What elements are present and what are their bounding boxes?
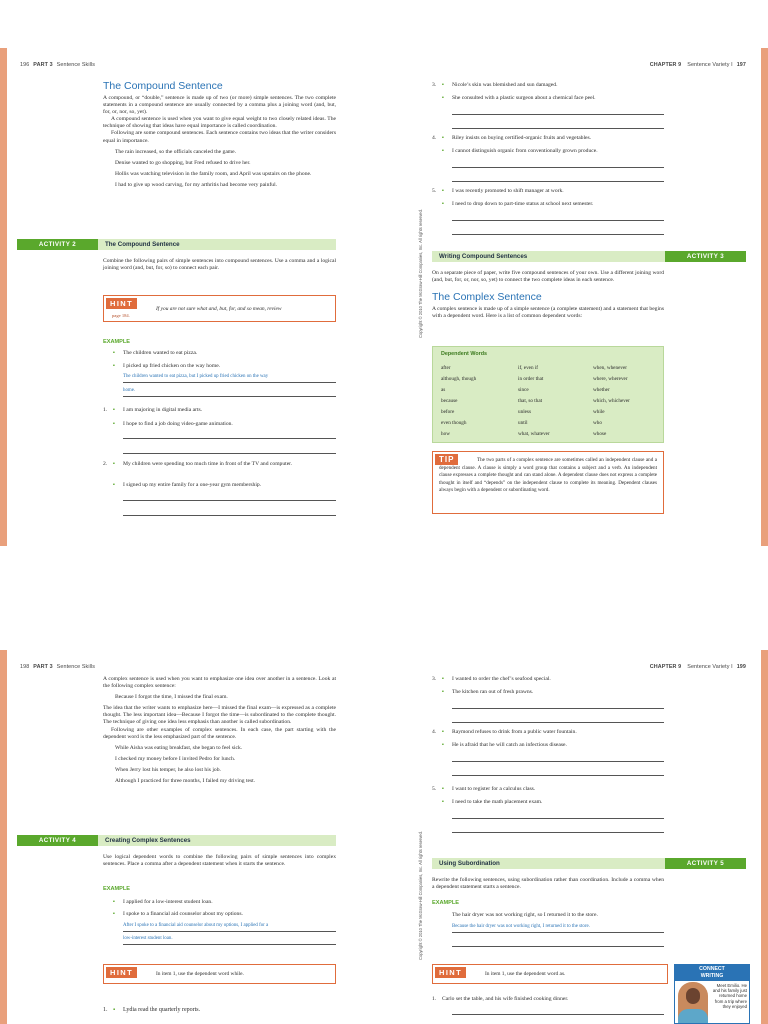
exercise-item-1 [103,1007,336,1014]
chapter-label: CHAPTER 9 [649,62,682,68]
item-text: I need to take the math placement exam. [452,799,543,805]
paragraph: A compound sentence is used when you want to give equal weight to two closely related ideas. The technique of showing that ideas have equal importance is called coordination. [103,116,336,130]
item-number: 2. [103,461,108,467]
answer-line[interactable] [452,818,664,819]
activity-2-bar [17,239,336,250]
instructions: Combine the following pairs of simple sentences into compound sentences. Use a comma and a logical joining word (and, but, for, so) to connect each pair. [103,258,336,272]
item-text: She consulted with a plastic surgeon about a chemical face peel. [452,95,596,101]
example-label: EXAMPLE [103,886,131,892]
answer-line [123,931,336,932]
exercise-item-2b [103,482,336,489]
activity-tag: ACTIVITY 2 [17,239,98,250]
bullet-icon: ▪ [113,350,115,356]
dependent-word: unless [518,409,531,415]
hint-box [432,964,668,984]
item-text: I hope to find a job doing video-game animation. [123,421,233,427]
hint-badge: HINT [106,967,137,978]
activity-5-bar [432,858,746,869]
gutter-copyright: Copyright © 2010 The McGraw-Hill Companies, Inc. All rights reserved. [418,831,423,960]
activity-2-instructions [103,258,336,272]
item-text: I signed up my entire family for a one-year gym membership. [123,482,262,488]
spread-pages-198-199 [0,650,768,1024]
bullet-icon: ▪ [442,786,444,792]
dependent-word: because [441,398,458,404]
example-sentence: Denise wanted to go shopping, but Fred refused to drive her. [115,159,251,166]
example-sentence: Hollis was watching television in the family room, and April was upstairs on the phone. [115,170,312,177]
instructions: Rewrite the following sentences, using subordination rather than coordination. Include a comma when a dependent statement starts a sentence. [432,877,664,891]
activity-tag: ACTIVITY 3 [665,251,746,262]
hint-badge: HINT [106,298,137,309]
example-sentence: Because I forgot the time, I missed the final exam. [115,694,228,701]
item-text: I cannot distinguish organic from conventionally grown produce. [452,148,598,154]
running-header [650,62,750,68]
item-text: I picked up fried chicken on the way home. [123,363,221,369]
bullet-icon: ▪ [113,421,115,427]
exercise-item-5b [432,799,664,806]
example-answer: Because the hair dryer was not working right, I returned it to the store. [452,924,590,929]
answer-line[interactable] [452,775,664,776]
running-header [20,62,95,68]
student-photo [678,982,708,1024]
paragraph: A compound, or “double,” sentence is made up of two (or more) simple sentences. The two complete statements in a compound sentence are usually connected by a comma plus a joining word (and, but, for, or, nor, so, yet). [103,95,336,116]
answer-line[interactable] [452,832,664,833]
chapter-label: CHAPTER 9 [649,664,682,670]
answer-line[interactable] [452,708,664,709]
bullet-icon: ▪ [442,729,444,735]
exercise-item-4b [432,742,664,749]
item-text: He is afraid that he will catch an infectious disease. [452,742,567,748]
activity-3-bar [432,251,746,262]
item-number: 5. [432,786,437,792]
activity-tag: ACTIVITY 4 [17,835,98,846]
hint-text: In item 1, use the dependent word as. [485,971,566,977]
spread-pages-196-197 [0,48,768,546]
dependent-word: before [441,409,455,415]
example-sentence: While Aisha was eating breakfast, she began to feel sick. [115,744,243,751]
dependent-word: in order that [518,376,544,382]
bullet-icon: ▪ [113,363,115,369]
bullet-icon: ▪ [442,148,444,154]
bullet-icon: ▪ [113,899,115,905]
exercise-item-5 [432,188,664,195]
item-text: The kitchen ran out of fresh prawns. [452,689,534,695]
exercise-item-3b [432,95,664,102]
dependent-word: as [441,387,446,393]
dependent-word: where, wherever [593,376,628,382]
paragraph: A complex sentence is used when you want to emphasize one idea over another in a sentence. Look at the following complex sentence: [103,676,336,690]
hint-text: If you are not sure what and, but, for, and so mean, review [156,305,282,312]
activity-tag: ACTIVITY 5 [665,858,746,869]
exercise-item-3b [432,689,664,696]
bullet-icon: ▪ [113,482,115,488]
dependent-word: that, so that [518,398,543,404]
answer-line [123,396,336,397]
activity-title: Writing Compound Sentences [432,251,665,262]
page-number: 196 [20,62,30,68]
dependent-word: until [518,420,528,426]
dependent-word: while [593,409,605,415]
part-title: Sentence Skills [56,664,96,670]
exercise-item-4 [432,729,664,736]
example-answer: low-interest student loan. [123,936,173,941]
exercise-item-5b [432,201,664,208]
example-answer: After I spoke to a financial aid counselor about my options, I applied for a [123,923,269,928]
spread-gap [0,546,768,650]
exercise-item-3 [432,82,664,89]
item-text: Raymond refuses to drink from a public water fountain. [452,729,577,735]
chapter-title: Sentence Variety I [687,664,733,670]
bullet-icon: ▪ [442,799,444,805]
exercise-item-3 [432,676,664,683]
part-label: PART 3 [33,62,53,68]
activity-3-instructions [432,270,664,320]
page-number: 198 [20,664,30,670]
answer-line[interactable] [123,453,336,454]
exercise-item-5 [432,786,664,793]
answer-line[interactable] [452,234,664,235]
item-number: 1. [432,996,437,1002]
answer-line[interactable] [123,500,336,501]
example-answer: home. [123,388,136,393]
dependent-word: which, whichever [593,398,630,404]
example-item [103,911,336,918]
answer-line[interactable] [452,114,664,115]
connect-label: WRITING [700,973,724,979]
bullet-icon: ▪ [442,689,444,695]
exercise-item-1b [103,421,336,428]
item-text: The hair dryer was not working right, so I returned it to the store. [452,912,598,918]
page-196 [0,48,384,546]
chapter-title: Sentence Variety I [687,62,733,68]
exercise-item-2 [103,461,336,468]
answer-line[interactable] [452,761,664,762]
connect-caption [675,965,749,981]
running-header [20,664,95,670]
example-label: EXAMPLE [432,900,460,906]
bullet-icon: ▪ [442,188,444,194]
hint-page-ref: page 184. [112,313,130,318]
dependent-word: who [593,420,602,426]
item-number: 5. [432,188,437,194]
bullet-icon: ▪ [442,82,444,88]
answer-line[interactable] [452,128,664,129]
example-sentence: I checked my money before I invited Pedro for lunch. [115,755,236,762]
activity-4-bar [17,835,336,846]
bullet-icon: ▪ [113,1007,116,1013]
item-text: Carlo set the table, and his wife finished cooking dinner. [442,996,569,1002]
activity-5-instructions [432,877,664,891]
activity-title: The Compound Sentence [98,239,336,250]
bullet-icon: ▪ [113,461,115,467]
paragraph: Following are other examples of complex sentences. In each case, the part starting with the dependent word is the less emphasized part of the sentence. [103,726,336,740]
dependent-word: when, whenever [593,365,627,371]
item-text: I want to register for a calculus class. [452,786,536,792]
dependent-words-box [432,346,664,443]
tip-text: The two parts of a complex sentence are sometimes called an independent clause and a dependent clause. A clause is simply a word group that contains a subject and a verb. An independent clause expresses a complete thought and can stand alone. A dependent clause does not express a complete thought in itself and “depends” on the independent clause to complete its meaning. Dependent clauses always begin with a dependent or subordinating word. [439,457,657,494]
exercise-item-4 [432,135,664,142]
answer-line[interactable] [452,167,664,168]
compound-section [103,80,336,189]
item-number: 4. [432,729,437,735]
connect-label: CONNECT [699,966,725,972]
item-text: I need to drop down to part-time status at school next semester. [452,201,594,207]
bullet-icon: ▪ [113,407,115,413]
tip-box [432,451,664,514]
dependent-word: although, though [441,376,477,382]
exercise-item-1 [103,407,336,414]
item-text: My children were spending too much time in front of the TV and computer. [123,461,293,467]
paragraph: Following are some compound sentences. Each sentence contains two ideas that the writer considers equal in importance. [103,130,336,144]
bullet-icon: ▪ [442,201,444,207]
dependent-word: since [518,387,529,393]
item-number: 4. [432,135,437,141]
connect-writing-box[interactable] [674,964,750,1024]
item-text: The children wanted to eat pizza. [123,350,198,356]
example-sentence: Although I practiced for three months, I failed my driving test. [115,778,256,785]
answer-line[interactable] [452,722,664,723]
answer-line[interactable] [123,515,336,516]
running-header [650,664,750,670]
example-sentence: I had to give up wood carving, for my arthritis had become very painful. [115,181,278,188]
page-197 [384,48,768,546]
section-heading: The Compound Sentence [103,80,223,92]
dependent-word: even though [441,420,467,426]
activity-4-instructions [103,854,336,868]
answer-line[interactable] [123,438,336,439]
dependent-word: after [441,365,451,371]
dependent-word: whether [593,387,610,393]
bullet-icon: ▪ [442,676,444,682]
shirt [678,1009,708,1024]
dependent-word: what, whatever [518,431,550,437]
bullet-icon: ▪ [442,135,444,141]
dependent-word: how [441,431,450,437]
exercise-item-4b [432,148,664,155]
hint-box [103,964,336,984]
box-heading: Dependent Words [441,351,488,357]
item-text: Riley insists on buying certified-organic fruits and vegetables. [452,135,592,141]
complex-continued [103,676,336,785]
activity-title: Using Subordination [432,858,665,869]
item-text: I applied for a low-interest student loan. [123,899,213,905]
example-answer: The children wanted to eat pizza, but I picked up fried chicken on the way [123,374,269,379]
page-number: 199 [736,664,746,670]
answer-line[interactable] [452,181,664,182]
item-number: 1. [103,1007,108,1013]
gutter-copyright: Copyright © 2010 The McGraw-Hill Companies, Inc. All rights reserved. [418,209,423,338]
item-number: 1. [103,407,108,413]
example-item [103,363,336,370]
example-item [103,350,336,357]
example-sentence: The rain increased, so the officials canceled the game. [115,148,237,155]
paragraph: The idea that the writer wants to emphasize here—I missed the final exam—is expressed as a complete thought. The less important idea—Because I forgot the time—is subordinated to the complete thought. The technique of giving one idea less emphasis than another is called subordination. [103,705,336,726]
example-label: EXAMPLE [103,339,131,345]
page-198 [0,650,384,1024]
exercise-item-1 [432,996,664,1003]
tip-badge: TIP [435,454,458,465]
connect-text: Meet Emilio. He and his family just returned home from a trip where they enjoyed [712,983,747,1009]
answer-line [123,382,336,383]
dependent-word: whose [593,431,607,437]
hint-box [103,295,336,322]
paragraph: A complex sentence is made up of a simple sentence (a complete statement) and a statement that begins with a dependent word. Here is a list of common dependent words: [432,306,664,320]
item-number: 3. [432,82,437,88]
answer-line [452,946,664,947]
answer-line[interactable] [452,220,664,221]
part-title: Sentence Skills [56,62,96,68]
instructions: Use logical dependent words to combine the following pairs of simple sentences into complex sentences. Place a comma after a dependent statement when it starts the sentence. [103,854,336,868]
bullet-icon: ▪ [442,742,444,748]
dependent-word: if, even if [518,365,539,371]
item-text: I wanted to order the chef’s seafood special. [452,676,551,682]
page-number: 197 [736,62,746,68]
answer-line [123,944,336,945]
item-text: Nicole’s skin was blemished and sun damaged. [452,82,558,88]
activity-title: Creating Complex Sentences [98,835,336,846]
item-text: I am majoring in digital media arts. [123,407,203,413]
bullet-icon: ▪ [442,95,444,101]
section-heading: The Complex Sentence [432,291,542,304]
item-number: 3. [432,676,437,682]
bullet-icon: ▪ [113,911,115,917]
answer-line[interactable] [452,1014,664,1015]
hint-badge: HINT [435,967,466,978]
item-text: Lydia read the quarterly reports. [123,1007,201,1013]
part-label: PART 3 [33,664,53,670]
item-text: I spoke to a financial aid counselor about my options. [123,911,243,917]
answer-line [452,932,664,933]
instructions: On a separate piece of paper, write five compound sentences of your own. Use a different joining word (and, but, for, or, nor, so, yet) to connect the two complete ideas in each sentence. [432,270,664,284]
item-text: I was recently promoted to shift manager at work. [452,188,564,194]
example-sentence [432,912,664,919]
example-sentence: When Jerry lost his temper, he also lost his job. [115,766,221,773]
hint-text: In item 1, use the dependent word while. [156,971,244,977]
face [686,988,700,1004]
example-item [103,899,336,906]
